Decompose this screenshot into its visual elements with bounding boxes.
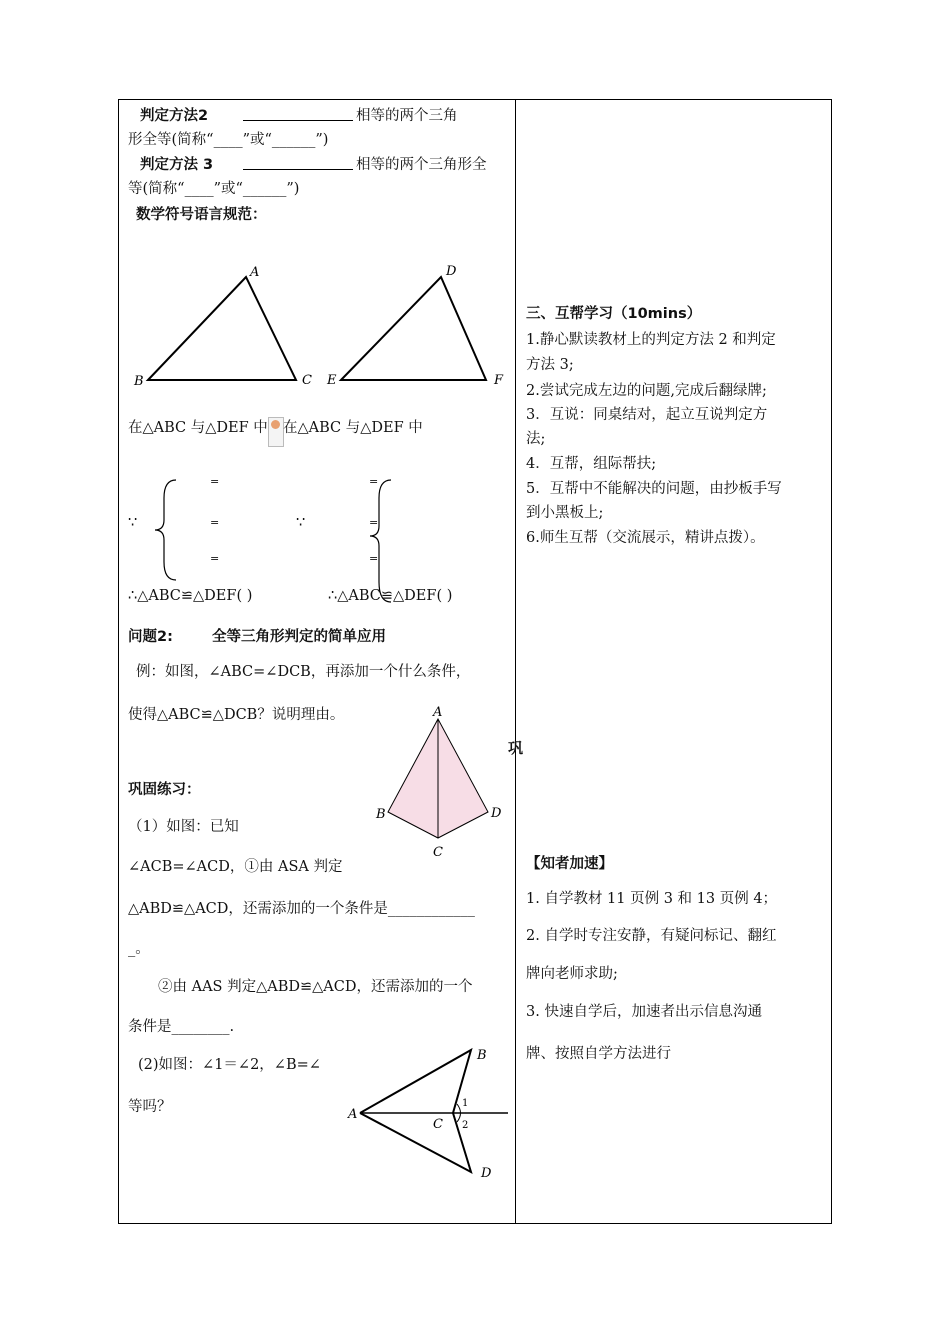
fig3-label-c: C <box>433 1117 443 1132</box>
section3-item-8: 到小黑板上; <box>526 505 604 521</box>
eq-right-1: = <box>369 475 379 488</box>
fig3-label-1: 1 <box>462 1098 469 1109</box>
section3-heading: 三、互帮学习（10mins） <box>526 306 702 322</box>
exercise1-line1: （1）如图：已知 <box>128 819 239 835</box>
tri2-label-e: E <box>327 373 337 388</box>
exercise1-line3: △ABD≌△ACD，还需添加的一个条件是____________ <box>128 901 475 917</box>
exercise1-line4: _。 <box>128 941 150 957</box>
section3-item-1: 1.静心默读教材上的判定方法 2 和判定 <box>526 332 776 348</box>
section3-item-6: 4．互帮，组际帮扶; <box>526 456 657 472</box>
kite-label-d: D <box>491 806 502 821</box>
fig3-label-d: D <box>481 1166 492 1181</box>
kite-label-c: C <box>433 845 443 860</box>
accelerate-item-3: 牌向老师求助; <box>526 966 618 982</box>
accelerate-item-2: 2. 自学时专注安静，有疑问标记、翻红 <box>526 928 777 944</box>
problem2-label: 问题2: <box>128 629 173 645</box>
tri1-label-c: C <box>302 373 312 388</box>
eq-left-1: = <box>210 475 220 488</box>
section3-item-4: 3．互说：同桌结对，起立互说判定方 <box>526 407 768 423</box>
triangles-figure <box>128 260 518 395</box>
eq-left-2: = <box>210 516 220 529</box>
eq-left-3: = <box>210 552 220 565</box>
fig3-label-b: B <box>477 1048 487 1063</box>
method2-label: 判定方法2 <box>140 108 209 124</box>
method2-text: 相等的两个三角 <box>356 108 458 124</box>
accelerate-heading: 【知者加速】 <box>526 856 613 872</box>
method3-text: 相等的两个三角形全 <box>356 157 487 173</box>
example-line2: 使得△ABC≌△DCB？说明理由。 <box>128 707 345 723</box>
therefore-left: ∴△ABC≌△DEF( ) <box>128 588 253 604</box>
kite-label-a: A <box>433 705 443 720</box>
notation-heading: 数学符号语言规范： <box>136 207 267 223</box>
tri2-label-d: D <box>446 264 457 279</box>
method3-blank <box>243 152 353 170</box>
exercise1-line6: 条件是________. <box>128 1019 235 1035</box>
accelerate-item-5: 牌、按照自学方法进行 <box>526 1046 671 1062</box>
eq-right-3: = <box>369 552 379 565</box>
right-brace <box>371 478 401 604</box>
kite-figure <box>372 702 512 862</box>
method2-continuation: 形全等(简称“____”或“______”) <box>128 132 329 148</box>
section3-item-5: 法; <box>526 431 546 447</box>
triangle-abc <box>148 277 296 380</box>
exercise1-line2: ∠ACB=∠ACD，①由 ASA 判定 <box>128 859 343 875</box>
method3-label: 判定方法 3 <box>140 157 214 173</box>
kite-label-b: B <box>376 807 386 822</box>
arrowhead-figure <box>340 1042 515 1184</box>
because-left: ∵ <box>128 515 138 531</box>
accelerate-item-4: 3. 快速自学后，加速者出示信息沟通 <box>526 1004 762 1020</box>
section3-item-3: 2.尝试完成左边的问题,完成后翻绿牌; <box>526 383 767 399</box>
problem2-title: 全等三角形判定的简单应用 <box>212 629 386 645</box>
tri1-label-b: B <box>134 374 144 389</box>
stray-char: 巩 <box>508 739 524 757</box>
exercise2-line1: (2)如图：∠1＝∠2，∠B=∠ <box>138 1057 321 1073</box>
broken-image-icon <box>268 417 284 447</box>
therefore-right: ∴△ABC≌△DEF( ) <box>328 588 453 604</box>
fig3-label-2: 2 <box>462 1120 469 1131</box>
left-brace <box>152 478 182 582</box>
method3-continuation: 等(简称“____”或“______”) <box>128 181 300 197</box>
in-triangles-right: 在△ABC 与△DEF 中 <box>283 420 423 436</box>
section3-item-9: 6.师生互帮（交流展示，精讲点拨）。 <box>526 530 765 546</box>
eq-right-2: = <box>369 516 379 529</box>
exercise1-line5: ②由 AAS 判定△ABD≌△ACD，还需添加的一个 <box>158 979 473 995</box>
triangle-def <box>341 277 486 380</box>
section3-item-7: 5．互帮中不能解决的问题，由抄板手写 <box>526 481 782 497</box>
because-right: ∵ <box>296 515 306 531</box>
in-triangles-left: 在△ABC 与△DEF 中 <box>128 420 268 436</box>
section3-item-2: 方法 3; <box>526 357 574 373</box>
fig3-label-a: A <box>348 1107 358 1122</box>
method2-blank <box>243 103 353 121</box>
accelerate-item-1: 1. 自学教材 11 页例 3 和 13 页例 4； <box>526 891 778 907</box>
exercise2-line2: 等吗？ <box>128 1099 172 1115</box>
example-line1: 例：如图，∠ABC=∠DCB，再添加一个什么条件， <box>136 664 471 680</box>
consolidate-heading: 巩固练习： <box>128 782 201 798</box>
tri1-label-a: A <box>250 265 260 280</box>
tri2-label-f: F <box>494 373 504 388</box>
